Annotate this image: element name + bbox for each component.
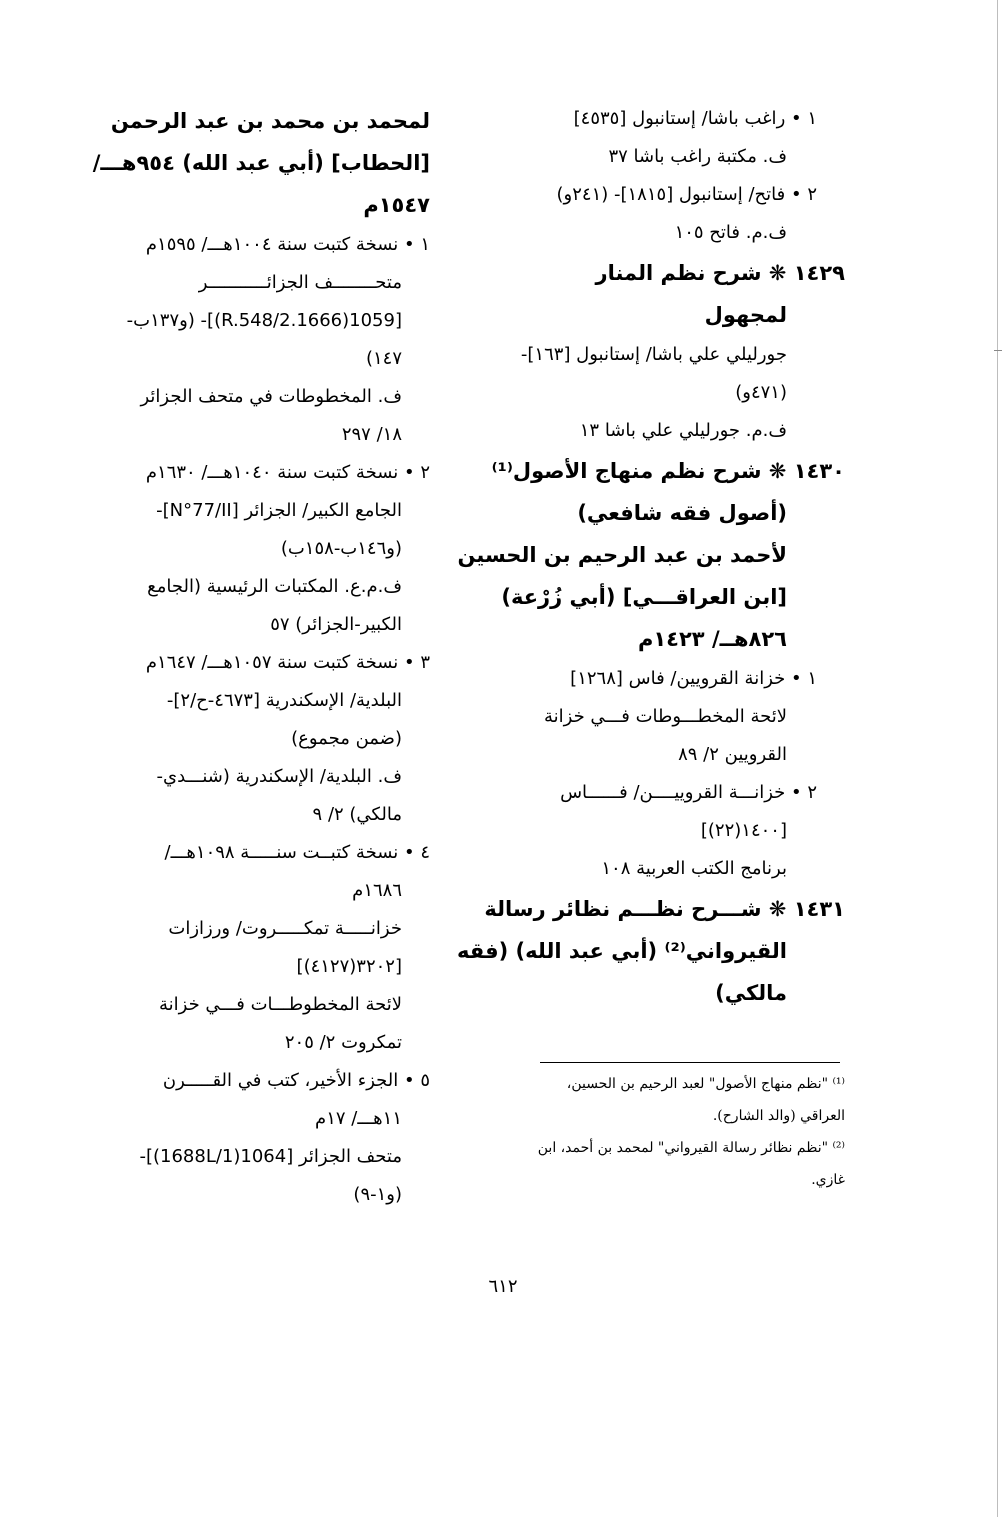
right-column-line: مالكي) — [715, 981, 787, 1005]
footnote-separator — [540, 1062, 840, 1063]
right-column-line: ٢ • فاتح/ إستانبول [١٨١٥]- (٢٤١و) — [556, 184, 817, 205]
right-column-line: ١٤٣١ ❋ شـــرح نظـــم نظائر رسالة — [484, 897, 845, 921]
left-column-line: متحــــــــف الجزائـــــــــــر — [198, 272, 402, 293]
right-column-line: ١٤٣٠ ❋ شرح نظم منهاج الأصول⁽¹⁾ — [491, 459, 845, 483]
right-column-line: ١ • خزانة القرويين/ فاس [١٢٦٨] — [570, 668, 817, 689]
footnote-line: ⁽²⁾ "نظم نظائر رسالة القيرواني" لمحمد بن أحمد، ابن — [537, 1140, 845, 1156]
left-column-line: [1059(1666.R.548/2)]- (و١٣٧ب- — [126, 310, 402, 331]
left-column-line: الجامع الكبير/ الجزائر [N°77/II]- — [156, 500, 402, 521]
left-column-line: متحف الجزائر [1064(1688L/1)]- — [139, 1146, 402, 1167]
left-column-line: تمكروت ٢/ ٢٠٥ — [284, 1032, 402, 1053]
left-column-line: الكبير-الجزائر) ٥٧ — [270, 614, 402, 635]
right-column-line: ٨٢٦هــ/ ١٤٢٣م — [637, 627, 787, 651]
left-column-line: ١٥٤٧م — [363, 193, 430, 217]
left-column-line: لمحمد بن محمد بن عبد الرحمن — [110, 109, 430, 133]
left-column — [92, 100, 430, 1214]
left-column-line: ١ • نسخة كتبت سنة ١٠٠٤هـــ/ ١٥٩٥م — [145, 234, 430, 255]
right-column — [457, 100, 845, 1014]
right-column-line: ف.م. فاتح ١٠٥ — [674, 222, 787, 243]
left-column-line: (ضمن مجموع) — [291, 728, 402, 749]
right-column-line: ف.م. جورليلي علي باشا ١٣ — [579, 420, 787, 441]
footnote-line: غازي. — [811, 1172, 845, 1188]
left-column-line: ٥ • الجزء الأخير، كتب في القـــــرن — [162, 1070, 430, 1091]
right-column-line: برنامج الكتب العربية ١٠٨ — [601, 858, 787, 879]
left-column-line: ف. البلدية/ الإسكندرية (شنـــدي- — [156, 766, 402, 787]
page-edge-tick — [994, 350, 1002, 351]
left-column-line: خزانـــــة تمكـــــروت/ ورزازات — [168, 918, 402, 939]
footnote-line: العراقي (والد الشارح). — [712, 1108, 845, 1124]
right-column-line: القرويين ٢/ ٨٩ — [678, 744, 787, 765]
left-column-line: البلدية/ الإسكندرية [٤٦٧٣-ح/٢]- — [166, 690, 402, 711]
left-column-line: ١٤٧) — [365, 348, 402, 369]
right-column-line: [ابن العراقـــي] (أبي زُرْعة) — [501, 585, 787, 609]
footnotes — [500, 1068, 845, 1196]
right-column-line: لمجهول — [704, 303, 787, 327]
left-column-line: ف.م.ع. المكتبات الرئيسية (الجامع — [147, 576, 402, 597]
page-number: ٦١٢ — [488, 1276, 518, 1297]
right-column-line: (٤٧١و) — [735, 382, 787, 403]
left-column-line: ١١هـــ/ ١٧م — [315, 1108, 402, 1129]
left-column-line: [الحطاب] (أبي عبد الله) ٩٥٤هـــ/ — [92, 151, 430, 175]
right-column-line: جورليلي علي باشا/ إستانبول [١٦٣]- — [520, 344, 787, 365]
left-column-line: ف. المخطوطات في متحف الجزائر — [140, 386, 402, 407]
right-column-line: ١ • راغب باشا/ إستانبول [٤٥٣٥] — [573, 108, 817, 129]
right-column-line: (أصول فقه شافعي) — [577, 501, 787, 525]
right-column-line: القيرواني⁽²⁾ (أبي عبد الله) (فقه — [457, 939, 787, 963]
left-column-line: لائحة المخطوطـــات فـــي خزانة — [158, 994, 402, 1015]
left-column-line: ١٦٨٦م — [352, 880, 402, 901]
left-column-line: مالكي) ٢/ ٩ — [312, 804, 402, 825]
left-column-line: ٣ • نسخة كتبت سنة ١٠٥٧هـــ/ ١٦٤٧م — [145, 652, 430, 673]
left-column-line: (و١-٩) — [353, 1184, 402, 1205]
page-edge-line — [997, 0, 998, 1517]
right-column-line: لائحة المخطـــوطات فـــي خزانة — [543, 706, 787, 727]
right-column-line: [١٤٠٠(٢٢)] — [700, 820, 787, 841]
right-column-line: لأحمد بن عبد الرحيم بن الحسين — [457, 543, 787, 567]
footnote-line: ⁽¹⁾ "نظم منهاج الأصول" لعبد الرحيم بن الحسين، — [566, 1076, 845, 1092]
left-column-line: ٤ • نسخة كتبــت سنـــــة ١٠٩٨هـــ/ — [164, 842, 430, 863]
left-column-line: ١٨/ ٢٩٧ — [341, 424, 402, 445]
left-column-line: (و١٤٦ب-١٥٨ب) — [280, 538, 402, 559]
right-column-line: ١٤٢٩ ❋ شرح نظم المنار — [595, 261, 845, 285]
right-column-line: ٢ • خزانـــة القروييــــن/ فــــــاس — [560, 782, 817, 803]
left-column-line: [٣٢٠٢(٤١٢٧)] — [296, 956, 402, 977]
left-column-line: ٢ • نسخة كتبت سنة ١٠٤٠هـــ/ ١٦٣٠م — [145, 462, 430, 483]
right-column-line: ف. مكتبة راغب باشا ٣٧ — [608, 146, 787, 167]
